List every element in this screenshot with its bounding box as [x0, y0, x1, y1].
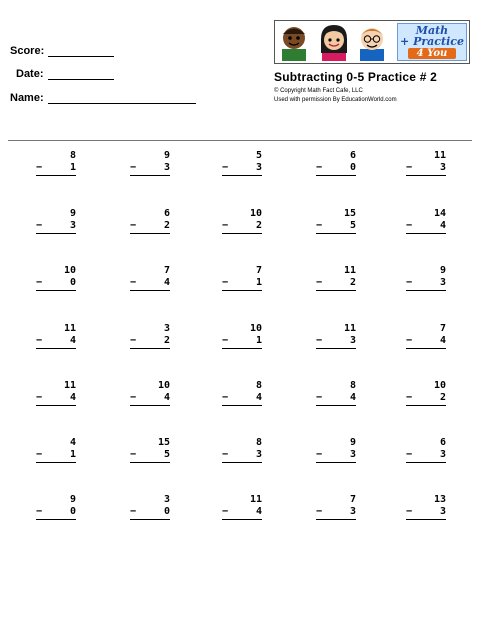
problem-item [36, 265, 76, 291]
minuend: 11 [343, 265, 356, 276]
minus-sign: − [130, 277, 137, 288]
subtrahend-row [130, 220, 170, 234]
subtrahend-row [406, 162, 446, 176]
minus-sign: − [36, 162, 43, 173]
subtrahend-row [406, 220, 446, 234]
problem-item [222, 323, 262, 349]
subtrahend: 2 [163, 220, 170, 231]
subtrahend-row [130, 277, 170, 291]
minuend: 10 [157, 380, 170, 391]
minus-sign: − [316, 449, 323, 460]
minus-sign: − [130, 162, 137, 173]
minuend: 4 [69, 437, 76, 448]
minuend: 9 [69, 208, 76, 219]
subtrahend: 4 [439, 220, 446, 231]
minuend: 10 [63, 265, 76, 276]
subtrahend-row [316, 162, 356, 176]
subtrahend: 3 [255, 449, 262, 460]
problem-item [406, 437, 446, 463]
subtrahend-row [222, 506, 262, 520]
subtrahend: 2 [255, 220, 262, 231]
problem-item [222, 265, 262, 291]
minus-sign: − [406, 392, 413, 403]
minuend: 11 [63, 380, 76, 391]
subtrahend: 1 [255, 335, 262, 346]
kid-icon [319, 23, 349, 61]
subtrahend: 3 [163, 162, 170, 173]
minuend: 6 [439, 437, 446, 448]
minuend: 9 [163, 150, 170, 161]
subtrahend: 3 [349, 335, 356, 346]
subtrahend-row [316, 277, 356, 291]
problem-item [316, 265, 356, 291]
subtrahend-row [316, 449, 356, 463]
problem-item [316, 208, 356, 234]
problem-item [316, 380, 356, 406]
minuend: 8 [69, 150, 76, 161]
minus-sign: − [222, 220, 229, 231]
kid-icon [357, 23, 387, 61]
subtrahend-row [316, 392, 356, 406]
problem-item [406, 265, 446, 291]
subtrahend: 5 [349, 220, 356, 231]
minus-sign: − [36, 277, 43, 288]
minus-sign: − [316, 277, 323, 288]
worksheet-title: Subtracting 0-5 Practice # 2 [274, 70, 437, 84]
subtrahend-row [222, 220, 262, 234]
subtrahend: 5 [163, 449, 170, 460]
problem-item [406, 380, 446, 406]
minuend: 14 [433, 208, 446, 219]
subtrahend: 4 [69, 335, 76, 346]
problem-item [222, 380, 262, 406]
subtrahend-row [316, 335, 356, 349]
minus-sign: − [316, 392, 323, 403]
subtrahend-row [406, 449, 446, 463]
subtrahend: 4 [163, 277, 170, 288]
problem-item [406, 150, 446, 176]
permission-note: Used with permission By EducationWorld.com [274, 97, 397, 103]
copyright-note: © Copyright Math Fact Cafe, LLC [274, 88, 363, 94]
problem-item [222, 208, 262, 234]
subtrahend: 4 [349, 392, 356, 403]
subtrahend: 0 [349, 162, 356, 173]
minuend: 10 [433, 380, 446, 391]
problem-item [130, 323, 170, 349]
minus-sign: − [222, 506, 229, 517]
subtrahend-row [36, 449, 76, 463]
minuend: 9 [439, 265, 446, 276]
problem-item [36, 208, 76, 234]
subtrahend-row [222, 335, 262, 349]
subtrahend-row [36, 335, 76, 349]
problem-item [406, 494, 446, 520]
minus-sign: − [222, 335, 229, 346]
subtrahend-row [130, 162, 170, 176]
minuend: 7 [349, 494, 356, 505]
minuend: 11 [249, 494, 262, 505]
minus-sign: − [36, 335, 43, 346]
subtrahend-row [130, 506, 170, 520]
minus-sign: − [130, 220, 137, 231]
minus-sign: − [222, 449, 229, 460]
badge-line-3: 4 You [408, 48, 456, 59]
minuend: 10 [249, 323, 262, 334]
subtrahend: 3 [439, 277, 446, 288]
subtrahend: 3 [439, 162, 446, 173]
problem-item [130, 265, 170, 291]
problem-item [222, 494, 262, 520]
subtrahend-row [406, 506, 446, 520]
minuend: 15 [343, 208, 356, 219]
minus-sign: − [316, 220, 323, 231]
badge-line-1: Math [415, 24, 449, 37]
minus-sign: − [406, 449, 413, 460]
subtrahend-row [222, 277, 262, 291]
minuend: 7 [163, 265, 170, 276]
subtrahend-row [36, 277, 76, 291]
subtrahend: 3 [255, 162, 262, 173]
minuend: 8 [255, 380, 262, 391]
subtrahend-row [222, 392, 262, 406]
minuend: 5 [255, 150, 262, 161]
subtrahend: 3 [439, 449, 446, 460]
minuend: 3 [163, 494, 170, 505]
date-label: Date: [16, 68, 44, 80]
minus-sign: − [130, 449, 137, 460]
minus-sign: − [222, 162, 229, 173]
subtrahend-row [316, 506, 356, 520]
minus-sign: − [406, 162, 413, 173]
math-practice-badge [397, 23, 467, 61]
minuend: 13 [433, 494, 446, 505]
subtrahend: 4 [69, 392, 76, 403]
minus-sign: − [130, 506, 137, 517]
minus-sign: − [130, 335, 137, 346]
minuend: 7 [439, 323, 446, 334]
subtrahend: 1 [69, 449, 76, 460]
minuend: 11 [63, 323, 76, 334]
problem-item [222, 437, 262, 463]
subtrahend: 2 [163, 335, 170, 346]
math-practice-banner [274, 20, 470, 64]
name-line[interactable] [48, 103, 196, 104]
subtrahend-row [130, 449, 170, 463]
problem-item [130, 494, 170, 520]
subtrahend: 2 [439, 392, 446, 403]
minus-sign: − [316, 162, 323, 173]
minus-sign: − [406, 277, 413, 288]
minuend: 8 [349, 380, 356, 391]
minus-sign: − [130, 392, 137, 403]
subtrahend-row [36, 220, 76, 234]
subtrahend: 3 [349, 449, 356, 460]
subtrahend: 4 [163, 392, 170, 403]
subtrahend-row [222, 449, 262, 463]
minus-sign: − [406, 335, 413, 346]
minus-sign: − [36, 449, 43, 460]
subtrahend: 0 [163, 506, 170, 517]
problem-item [36, 323, 76, 349]
problem-item [36, 494, 76, 520]
subtrahend-row [130, 392, 170, 406]
subtrahend: 3 [69, 220, 76, 231]
minuend: 10 [249, 208, 262, 219]
problem-item [316, 323, 356, 349]
subtrahend: 0 [69, 277, 76, 288]
minus-sign: − [406, 506, 413, 517]
minuend: 6 [163, 208, 170, 219]
minus-sign: − [316, 335, 323, 346]
problem-item [130, 437, 170, 463]
problem-item [130, 208, 170, 234]
minuend: 11 [433, 150, 446, 161]
subtrahend-row [36, 162, 76, 176]
score-label: Score: [10, 45, 45, 57]
subtrahend: 4 [255, 392, 262, 403]
subtrahend: 4 [255, 506, 262, 517]
minus-sign: − [36, 392, 43, 403]
date-line[interactable] [48, 79, 114, 80]
subtrahend: 0 [69, 506, 76, 517]
problem-item [222, 150, 262, 176]
minus-sign: − [316, 506, 323, 517]
minuend: 11 [343, 323, 356, 334]
problem-item [316, 150, 356, 176]
minuend: 15 [157, 437, 170, 448]
minus-sign: − [222, 392, 229, 403]
subtrahend: 1 [69, 162, 76, 173]
score-line[interactable] [48, 56, 114, 57]
problem-item [316, 437, 356, 463]
subtrahend-row [36, 506, 76, 520]
subtrahend-row [316, 220, 356, 234]
name-label: Name: [10, 92, 44, 104]
minuend: 3 [163, 323, 170, 334]
minuend: 9 [69, 494, 76, 505]
subtrahend-row [36, 392, 76, 406]
problem-item [130, 150, 170, 176]
problem-item [406, 323, 446, 349]
subtrahend: 1 [255, 277, 262, 288]
problem-item [406, 208, 446, 234]
minus-sign: − [36, 220, 43, 231]
subtrahend: 3 [439, 506, 446, 517]
problem-item [130, 380, 170, 406]
minuend: 8 [255, 437, 262, 448]
problem-item [36, 380, 76, 406]
problem-item [36, 150, 76, 176]
subtrahend-row [406, 392, 446, 406]
kid-icon [279, 23, 309, 61]
minuend: 7 [255, 265, 262, 276]
minuend: 9 [349, 437, 356, 448]
subtrahend-row [406, 335, 446, 349]
subtrahend-row [406, 277, 446, 291]
minus-sign: − [36, 506, 43, 517]
problem-item [316, 494, 356, 520]
minus-sign: − [222, 277, 229, 288]
subtrahend: 3 [349, 506, 356, 517]
minuend: 6 [349, 150, 356, 161]
subtrahend: 4 [439, 335, 446, 346]
divider-line [8, 140, 472, 141]
minus-sign: − [406, 220, 413, 231]
subtrahend-row [130, 335, 170, 349]
problem-item [36, 437, 76, 463]
subtrahend: 2 [349, 277, 356, 288]
badge-line-2: + Practice [400, 35, 464, 48]
subtrahend-row [222, 162, 262, 176]
